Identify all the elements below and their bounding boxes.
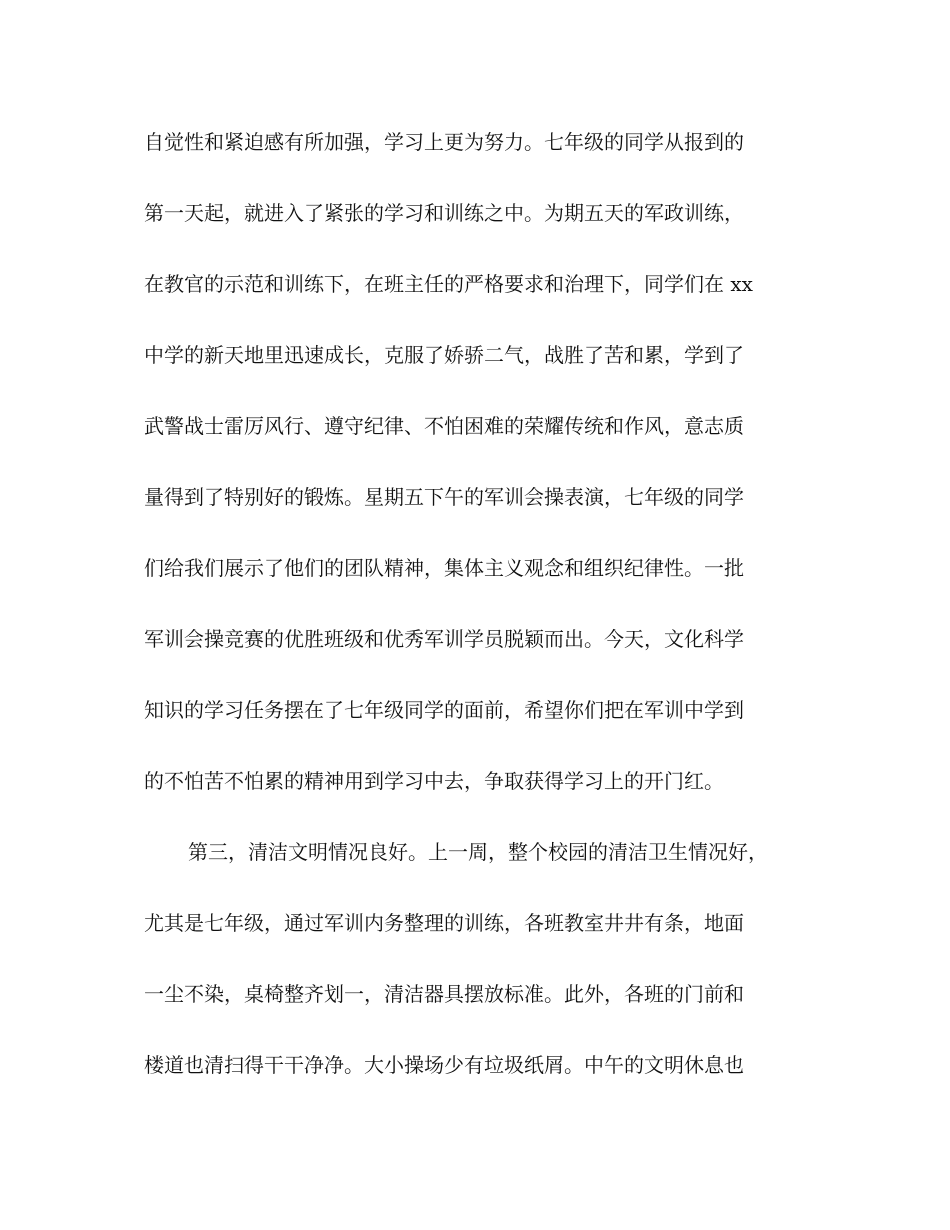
- text-line: 量得到了特别好的锻炼。星期五下午的军训会操表演，七年级的同学: [144, 485, 744, 509]
- text-line: 楼道也清扫得干干净净。大小操场少有垃圾纸屑。中午的文明休息也: [144, 1053, 744, 1077]
- text-line: 在教官的示范和训练下，在班主任的严格要求和治理下，同学们在 xx: [144, 272, 753, 296]
- text-line: 第一天起，就进入了紧张的学习和训练之中。为期五天的军政训练，: [144, 201, 744, 225]
- text-line: 军训会操竞赛的优胜班级和优秀军训学员脱颖而出。今天，文化科学: [144, 627, 744, 651]
- paragraph-start-line: 第三，清洁文明情况良好。上一周，整个校园的清洁卫生情况好，: [188, 840, 768, 864]
- text-line: 武警战士雷厉风行、遵守纪律、不怕困难的荣耀传统和作风，意志质: [144, 414, 744, 438]
- text-line: 自觉性和紧迫感有所加强，学习上更为努力。七年级的同学从报到的: [144, 130, 744, 154]
- text-line: 知识的学习任务摆在了七年级同学的面前，希望你们把在军训中学到: [144, 698, 744, 722]
- text-line: 的不怕苦不怕累的精神用到学习中去，争取获得学习上的开门红。: [144, 769, 724, 793]
- text-line: 们给我们展示了他们的团队精神，集体主义观念和组织纪律性。一批: [144, 556, 744, 580]
- text-line: 尤其是七年级，通过军训内务整理的训练，各班教室井井有条，地面: [144, 911, 744, 935]
- text-line: 一尘不染，桌椅整齐划一，清洁器具摆放标准。此外，各班的门前和: [144, 982, 744, 1006]
- text-line: 中学的新天地里迅速成长，克服了娇骄二气，战胜了苦和累，学到了: [144, 343, 744, 367]
